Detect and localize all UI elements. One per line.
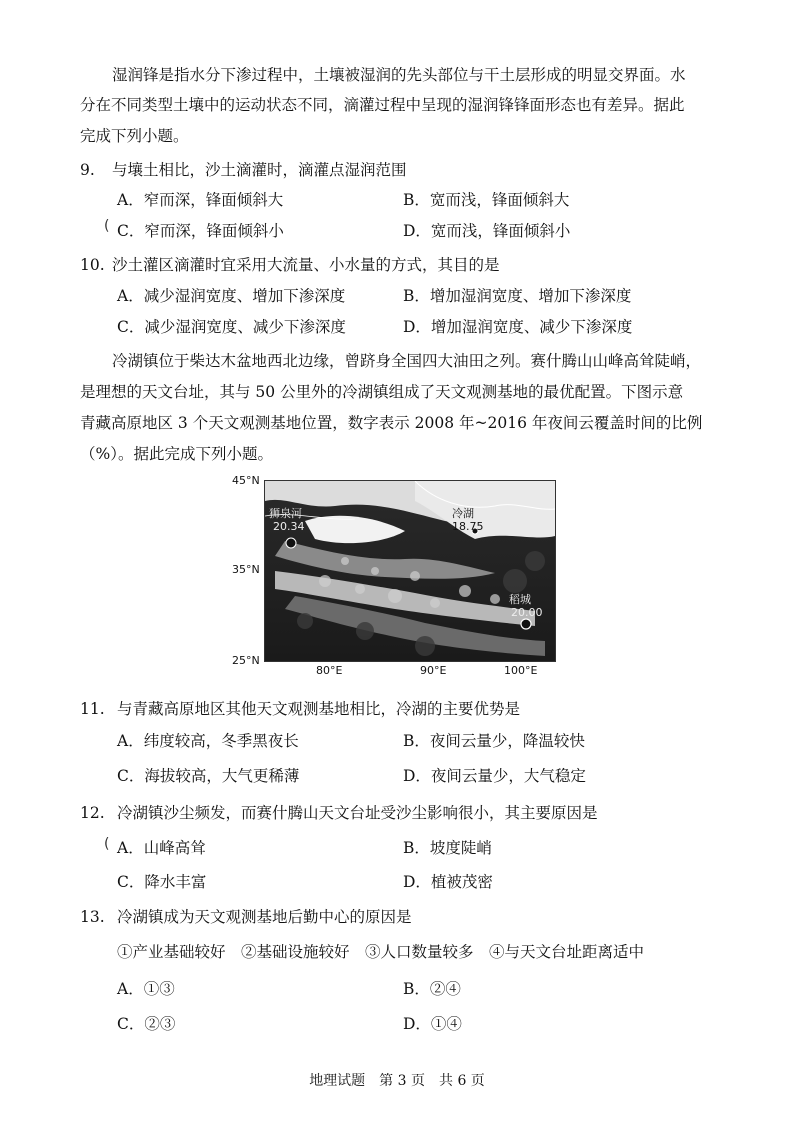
intro1-line-3: 完成下列小题。 bbox=[80, 127, 189, 145]
intro2-line-4: （%）。据此完成下列小题。 bbox=[80, 445, 273, 463]
tibet-plateau-map bbox=[264, 480, 556, 662]
site2-value: 18.75 bbox=[452, 520, 484, 533]
site1-value: 20.34 bbox=[273, 520, 305, 533]
q11-option-b[interactable]: B．夜间云量少，降温较快 bbox=[403, 732, 585, 750]
q12-option-d[interactable]: D．植被茂密 bbox=[403, 873, 493, 891]
intro1-line-1: 湿润锋是指水分下渗过程中，土壤被湿润的先头部位与干土层形成的明显交界面。水 bbox=[112, 66, 686, 84]
q13-number: 13. bbox=[80, 908, 105, 926]
q12-option-c[interactable]: C．降水丰富 bbox=[117, 873, 207, 891]
intro2-line-3: 青藏高原地区 3 个天文观测基地位置，数字表示 2008 年~2016 年夜间云覆盖时间的比例 bbox=[80, 414, 703, 432]
q9-option-d[interactable]: D．宽而浅，锋面倾斜小 bbox=[403, 222, 571, 240]
intro2-line-2: 是理想的天文台址，其与 50 公里外的冷湖镇组成了天文观测基地的最优配置。下图示意 bbox=[80, 383, 684, 401]
q13-option-d[interactable]: D．①④ bbox=[403, 1015, 462, 1033]
q11-option-d[interactable]: D．夜间云量少，大气稳定 bbox=[403, 767, 586, 785]
site-marker-icon bbox=[521, 619, 531, 629]
q10-number: 10. bbox=[80, 256, 105, 274]
q12-number: 12. bbox=[80, 804, 105, 822]
site-marker-icon bbox=[286, 538, 296, 548]
q10-option-b[interactable]: B．增加湿润宽度、增加下渗深度 bbox=[403, 287, 632, 305]
q11-option-a[interactable]: A．纬度较高，冬季黑夜长 bbox=[117, 732, 299, 750]
pencil-mark-icon: ( bbox=[104, 218, 110, 234]
lon-label-100: 100°E bbox=[504, 664, 538, 677]
q13-items: ①产业基础较好 ②基础设施较好 ③人口数量较多 ④与天文台址距离适中 bbox=[117, 943, 645, 961]
q9-option-a[interactable]: A．窄而深，锋面倾斜大 bbox=[117, 191, 284, 209]
q11-option-c[interactable]: C．海拔较高，大气更稀薄 bbox=[117, 767, 300, 785]
q10-stem: 沙土灌区滴灌时宜采用大流量、小水量的方式，其目的是 bbox=[112, 256, 500, 274]
page-footer: 地理试题 第 3 页 共 6 页 bbox=[309, 1073, 485, 1089]
satellite-map-image bbox=[265, 481, 555, 661]
q11-stem: 与青藏高原地区其他天文观测基地相比，冷湖的主要优势是 bbox=[117, 700, 521, 718]
q10-option-d[interactable]: D．增加湿润宽度、减少下渗深度 bbox=[403, 318, 633, 336]
site1-name: 狮泉河 bbox=[269, 507, 302, 520]
q10-option-a[interactable]: A．减少湿润宽度、增加下渗深度 bbox=[117, 287, 346, 305]
q12-option-a[interactable]: A．山峰高耸 bbox=[117, 839, 206, 857]
q13-option-a[interactable]: A．①③ bbox=[117, 980, 175, 998]
lat-label-35: 35°N bbox=[232, 563, 260, 576]
intro2-line-1: 冷湖镇位于柴达木盆地西北边缘，曾跻身全国四大油田之列。赛什腾山山峰高耸陡峭， bbox=[112, 352, 702, 370]
q9-option-b[interactable]: B．宽而浅，锋面倾斜大 bbox=[403, 191, 570, 209]
q9-stem: 与壤土相比，沙土滴灌时，滴灌点湿润范围 bbox=[112, 161, 407, 179]
q13-stem: 冷湖镇成为天文观测基地后勤中心的原因是 bbox=[117, 908, 412, 926]
q11-number: 11. bbox=[80, 700, 105, 718]
lat-label-45: 45°N bbox=[232, 474, 260, 487]
site3-value: 20.00 bbox=[511, 606, 543, 619]
q12-stem: 冷湖镇沙尘频发，而赛什腾山天文台址受沙尘影响很小，其主要原因是 bbox=[117, 804, 598, 822]
lon-label-80: 80°E bbox=[316, 664, 343, 677]
q9-option-c[interactable]: C．窄而深，锋面倾斜小 bbox=[117, 222, 284, 240]
pencil-mark-icon: ( bbox=[104, 836, 110, 852]
q10-option-c[interactable]: C．减少湿润宽度、减少下渗深度 bbox=[117, 318, 346, 336]
lon-label-90: 90°E bbox=[420, 664, 447, 677]
q9-number: 9. bbox=[80, 161, 95, 179]
q12-option-b[interactable]: B．坡度陡峭 bbox=[403, 839, 492, 857]
intro1-line-2: 分在不同类型土壤中的运动状态不同，滴灌过程中呈现的湿润锋锋面形态也有差异。据此 bbox=[80, 96, 685, 114]
site2-name: 冷湖 bbox=[452, 507, 474, 520]
site3-name: 稻城 bbox=[509, 593, 531, 606]
q13-option-b[interactable]: B．②④ bbox=[403, 980, 461, 998]
lat-label-25: 25°N bbox=[232, 654, 260, 667]
q13-option-c[interactable]: C．②③ bbox=[117, 1015, 176, 1033]
